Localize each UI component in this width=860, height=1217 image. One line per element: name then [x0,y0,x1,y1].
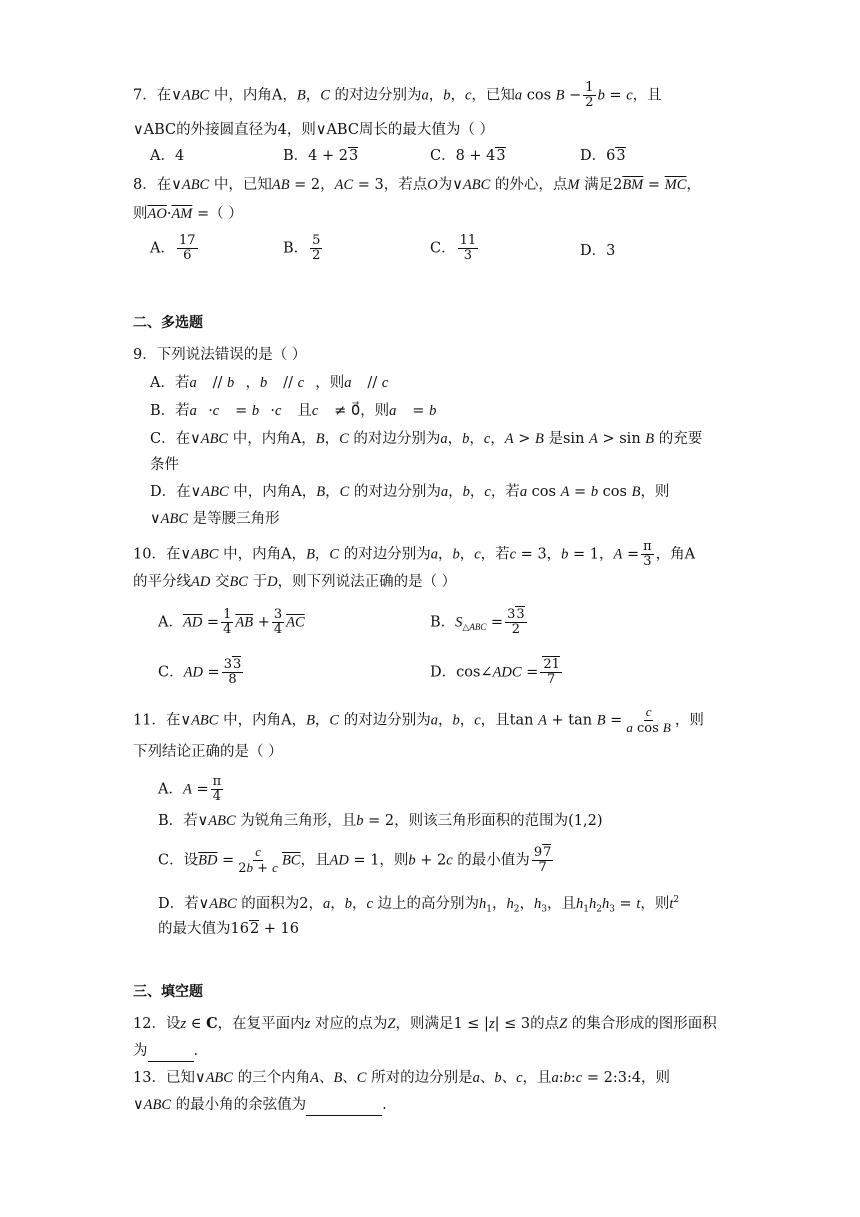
q10-option-d: D．cos∠ADC = $\frac{21}{7}$ [430,657,560,687]
q10-option-a: A．$\overline{AD}$ = $\frac{1}{4}$ $\overline{AB}$ + $\frac{3}{4}$ $\overline{AC}$ [158,607,305,637]
q9-stem: 9．下列说法错误的是（ ） [133,347,307,363]
q13-line2: ∨ABC 的最小角的余弦值为 . [133,1094,387,1116]
q8-option-c: C． $\frac{11}{3}$ [430,233,477,263]
q7-option-a: A．4 [150,148,185,164]
q7-option-c: C．8 + 43 [430,148,506,164]
q13-line1: 13．已知∨ABC 的三个内角A、B、C 所对的边分别是a、b、c，且a:b:c = 2:3:4，则 [133,1070,671,1086]
q10-line2: 的平分线AD 交BC 于D，则下列说法正确的是（ ） [133,574,457,590]
q12-line1: 12．设z ∈ C，在复平面内z 对应的点为Z，则满足1 ≤ |z| ≤ 3的点Z 的集合形成的图形面积 [133,1015,717,1032]
q10-option-b: B．$S_{\triangle ABC}$ = $\frac{33}{2}$ [430,607,525,637]
q10-option-c: C．AD = $\frac{33}{8}$ [158,657,242,687]
q7-option-b: B．4 + 23 [283,148,359,164]
q7-line2: ∨ABC的外接圆直径为4，则∨ABC周长的最大值为（ ） [133,122,495,138]
q7-option-d: D．63 [580,148,626,164]
q9-option-c-line2: 条件 [150,457,179,473]
section-multiple-choice-title: 二、多选题 [133,315,203,331]
q8-option-b: B． $\frac{5}{2}$ [283,233,321,263]
q9-option-d-line1: D．在∨ABC 中，内角A，B，C 的对边分别为a，b，c，若a cos A = b cos B，则 [150,484,670,500]
q11-option-a: A．A = $\frac{\pi}{4}$ [158,774,222,804]
q11-option-c: C．设$\overline{BD}$ = $\frac{c}{2b + c}$ $\overline{BC}$，且AD = 1，则b + 2c 的最小值为 $\frac{97}{7}$ [158,844,552,876]
q8-option-d: D．3 [580,243,616,259]
q8-option-a: A． $\frac{17}{6}$ [150,233,196,263]
q12-line2: 为 . [133,1040,198,1062]
q11-option-b: B．若∨ABC 为锐角三角形，且b = 2，则该三角形面积的范围为(1,2) [158,813,603,829]
q7-line1: 7．在∨ABC 中，内角A，B，C 的对边分别为a，b，c，已知a cos B − $\frac{1}{2}$ b = c，且 [133,80,662,110]
q9-option-a: A．若a⃗ // b⃗，b⃗ // c⃗，则a⃗ // c⃗ [150,375,400,391]
q8-line2: 则$\overline{AO}\cdot\overline{AM}$ =（ ） [133,206,243,222]
q9-option-d-line2: ∨ABC 是等腰三角形 [150,511,280,527]
q8-line1: 8．在∨ABC 中，已知AB = 2，AC = 3，若点O为∨ABC 的外心，点M 满足$2\overline{BM} = \overline{MC}$， [133,177,701,193]
section-fill-blank-title: 三、填空题 [133,984,203,1000]
q11-line2: 下列结论正确的是（ ） [133,744,283,760]
q11-option-d-line2: 的最大值为162 + 16 [158,921,300,937]
q10-line1: 10．在∨ABC 中，内角A，B，C 的对边分别为a，b，c，若c = 3，b = 1，A = $\frac{\pi}{3}$ ，角A [133,539,696,569]
q11-line1: 11．在∨ABC 中，内角A，B，C 的对边分别为a，b，c，且tan A + tan B = $\frac{c}{\text{a cos B}}$ ，则 [133,704,704,736]
q9-option-c-line1: C．在∨ABC 中，内角A，B，C 的对边分别为a，b，c，A > B 是sin A > sin B 的充要 [150,431,703,447]
q11-option-d-line1: D．若∨ABC 的面积为2，a，b，c 边上的高分别为$h_1$，$h_2$，$h_3$，且$h_1h_2h_3 = t$，则$t^2$ [158,895,680,915]
q9-option-b: B．若a⃗·c⃗ = b⃗·c⃗ 且c⃗ ≠ 0⃗，则a⃗ = b⃗ [150,403,448,419]
